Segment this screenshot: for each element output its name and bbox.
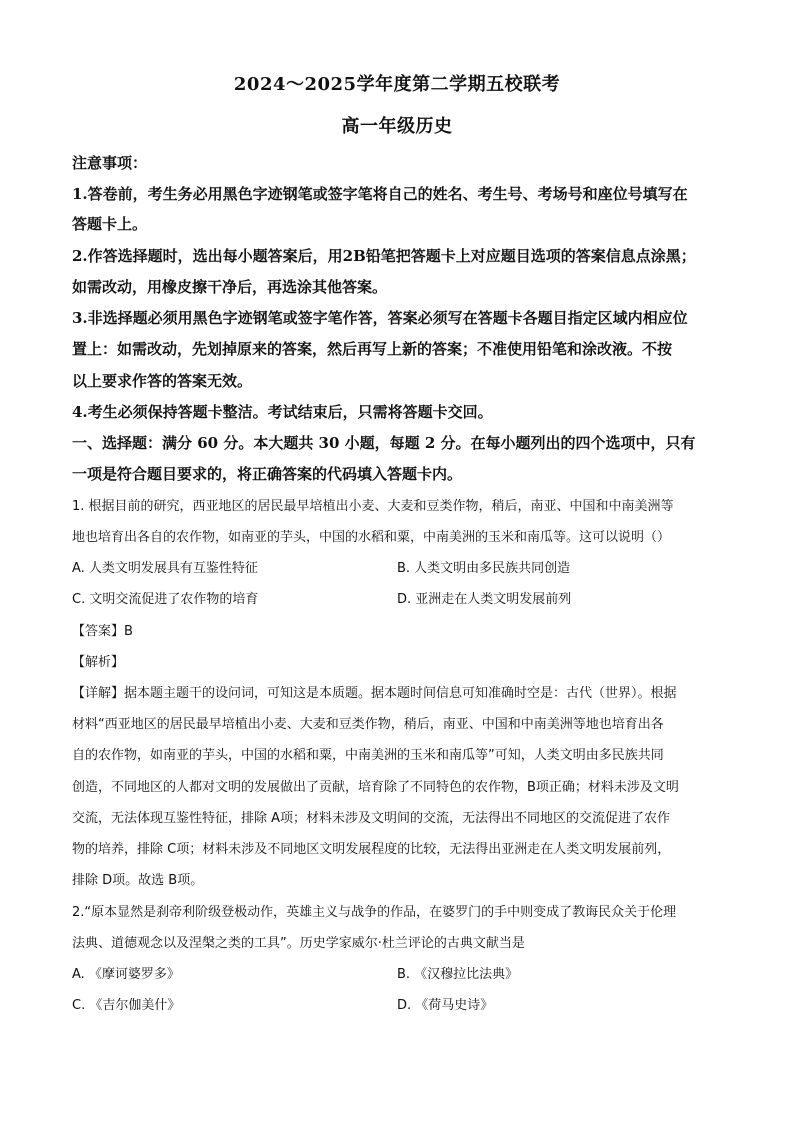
- question-2-option-a: A. 《摩诃婆罗多》: [72, 967, 180, 982]
- notice-line: 以上要求作答的答案无效。: [72, 372, 253, 390]
- question-1-stem: 1. 根据目前的研究，西亚地区的居民最早培植出小麦、大麦和豆类作物，稍后，南亚、中国和中南美洲等: [72, 499, 674, 514]
- question-1-detail: 材料“西亚地区的居民最早培植出小麦、大麦和豆类作物，稍后，南亚、中国和中南美洲等地也培育出各: [72, 717, 664, 732]
- exam-title: 2024～2025学年度第二学期五校联考: [233, 74, 561, 95]
- section-heading: 一、选择题：满分 60 分。本大题共 30 小题，每题 2 分。在每小题列出的四个选项中，只有: [72, 434, 696, 452]
- notice-heading: 注意事项：: [72, 154, 148, 172]
- question-2-option-b: B. 《汉穆拉比法典》: [397, 967, 519, 982]
- question-2-option-c: C. 《吉尔伽美什》: [72, 998, 181, 1013]
- notice-line: 置上：如需改动，先划掉原来的答案，然后再写上新的答案；不准使用铅笔和涂改液。不按: [72, 340, 673, 358]
- notice-line: 1.答卷前，考生务必用黑色字迹钢笔或签字笔将自己的姓名、考生号、考场号和座位号填写在: [72, 185, 688, 203]
- question-1-option-b: B. 人类文明由多民族共同创造: [397, 561, 571, 576]
- notice-line: 如需改动，用橡皮擦干净后，再选涂其他答案。: [72, 278, 388, 296]
- notice-line: 答题卡上。: [72, 215, 148, 233]
- question-2-stem: 2.“原本显然是刹帝利阶级登极动作，英雄主义与战争的作品，在婆罗门的手中则变成了教诲民众关于伦理: [72, 905, 677, 920]
- question-1-option-c: C. 文明交流促进了农作物的培育: [72, 592, 259, 607]
- notice-line: 4.考生必须保持答题卡整洁。考试结束后，只需将答题卡交回。: [72, 403, 493, 421]
- question-1-answer: 【答案】B: [72, 624, 133, 639]
- notice-line: 2.作答选择题时，选出每小题答案后，用2B铅笔把答题卡上对应题目选项的答案信息点涂黑；: [72, 247, 696, 265]
- question-1-analysis-label: 【解析】: [72, 655, 125, 670]
- question-1-detail: 自的农作物，如南亚的芋头，中国的水稻和粟，中南美洲的玉米和南瓜等”可知，人类文明由多民族共同: [72, 748, 664, 763]
- question-1-detail: 交流，无法体现互鉴性特征，排除 A项；材料未涉及文明间的交流，无法得出不同地区的交流促进了农作: [72, 811, 671, 826]
- question-1-detail: 【详解】据本题主题干的设问词，可知这是本质题。据本题时间信息可知准确时空是：古代（世界）。根据: [72, 686, 677, 701]
- question-1-option-d: D. 亚洲走在人类文明发展前列: [397, 592, 572, 607]
- question-1-option-a: A. 人类文明发展具有互鉴性特征: [72, 561, 258, 576]
- question-1-stem: 地也培育出各自的农作物，如南亚的芋头，中国的水稻和粟，中南美洲的玉米和南瓜等。这可以说明（）: [72, 530, 671, 545]
- question-2-stem: 法典、道德观念以及涅槃之类的工具”。历史学家威尔·杜兰评论的古典文献当是: [72, 936, 525, 951]
- question-1-detail: 创造，不同地区的人都对文明的发展做出了贡献，培育除了不同特色的农作物，B项正确；材料未涉及文明: [72, 780, 679, 795]
- exam-subject: 高一年级历史: [341, 116, 453, 137]
- question-1-detail: 物的培养，排除 C项；材料未涉及不同地区文明发展程度的比较，无法得出亚洲走在人类文明发展前列，: [72, 842, 671, 857]
- question-1-detail: 排除 D项。故选 B项。: [72, 873, 204, 888]
- section-heading: 一项是符合题目要求的，将正确答案的代码填入答题卡内。: [72, 465, 463, 483]
- question-2-option-d: D. 《荷马史诗》: [397, 998, 494, 1013]
- notice-line: 3.非选择题必须用黑色字迹钢笔或签字笔作答，答案必须写在答题卡各题目指定区域内相应位: [72, 309, 688, 327]
